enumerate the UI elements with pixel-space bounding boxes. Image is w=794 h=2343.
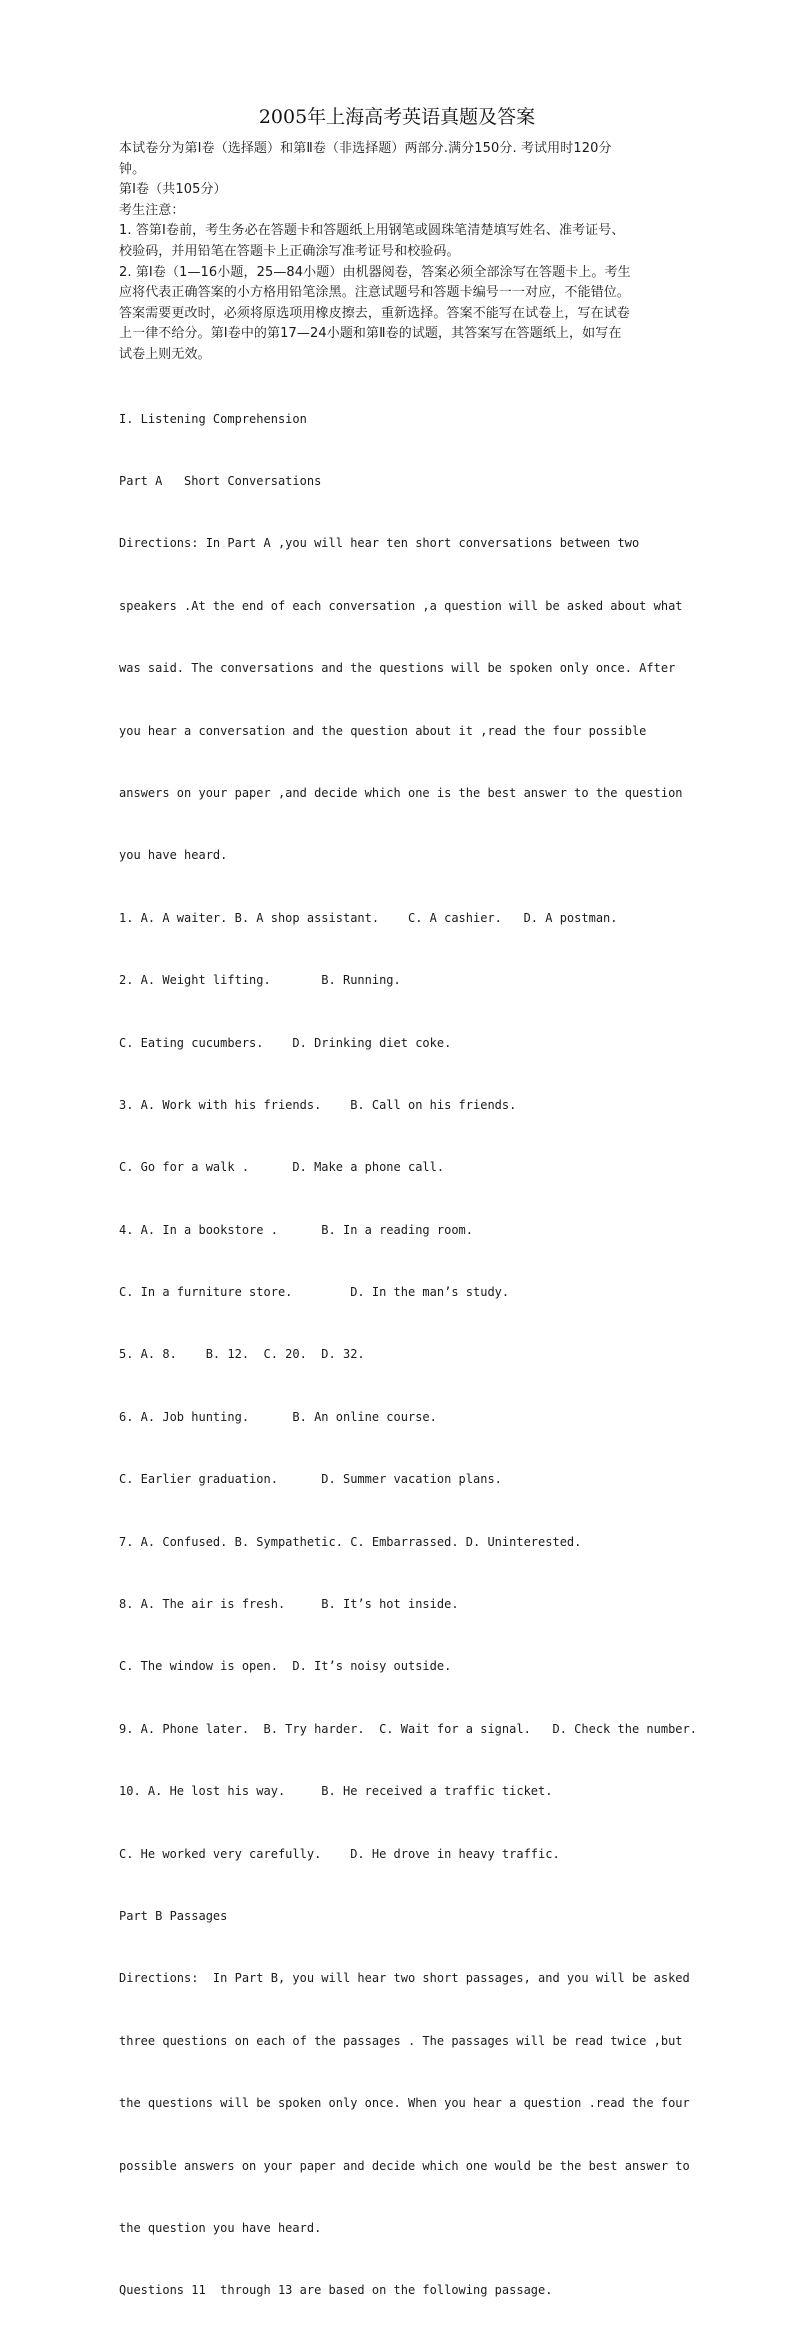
question-line: 3. A. Work with his friends. B. Call on his friends. xyxy=(119,1097,517,1112)
notice-line: 上一律不给分。第Ⅰ卷中的第17—24小题和第Ⅱ卷的试题，其答案写在答题纸上，如写在 xyxy=(119,326,622,342)
directions-line: Directions: In Part B, you will hear two short passages, and you will be asked xyxy=(119,1971,690,1986)
question-line: 9. A. Phone later. B. Try harder. C. Wait for a signal. D. Check the number. xyxy=(119,1721,697,1736)
directions-line: Directions: In Part A ,you will hear ten short conversations between two xyxy=(119,536,640,551)
directions-line: the questions will be spoken only once. When you hear a question .read the four xyxy=(119,2096,690,2111)
question-line: 1. A. A waiter. B. A shop assistant. C. A cashier. D. A postman. xyxy=(119,910,618,925)
question-line: 8. A. The air is fresh. B. It’s hot inside. xyxy=(119,1597,459,1612)
directions-line: was said. The conversations and the questions will be spoken only once. After xyxy=(119,661,676,676)
directions-line: you have heard. xyxy=(119,848,228,863)
notice-line: 1. 答第Ⅰ卷前，考生务必在答题卡和答题纸上用钢笔或圆珠笔清楚填写姓名、准考证号、 xyxy=(119,223,625,239)
question-line: C. He worked very carefully. D. He drove in heavy traffic. xyxy=(119,1846,560,1861)
section-heading: I. Listening Comprehension xyxy=(119,411,307,426)
directions-line: you hear a conversation and the question about it ,read the four possible xyxy=(119,723,647,738)
question-line: C. Earlier graduation. D. Summer vacation plans. xyxy=(119,1472,502,1487)
question-line: 7. A. Confused. B. Sympathetic. C. Embarrassed. D. Uninterested. xyxy=(119,1534,582,1549)
directions-line: answers on your paper ,and decide which one is the best answer to the question xyxy=(119,785,683,800)
part1-heading: 第Ⅰ卷（共105分） xyxy=(119,182,227,198)
question-line: 10. A. He lost his way. B. He received a traffic ticket. xyxy=(119,1784,553,1799)
notice-line: 2. 第Ⅰ卷（1—16小题，25—84小题）由机器阅卷，答案必须全部涂写在答题卡上。考生 xyxy=(119,264,631,280)
question-line: 6. A. Job hunting. B. An online course. xyxy=(119,1409,437,1424)
intro-line: 钟。 xyxy=(119,161,146,177)
notice-line: 答案需要更改时，必须将原选项用橡皮擦去，重新选择。答案不能写在试卷上，写在试卷 xyxy=(119,305,630,321)
question-line: C. In a furniture store. D. In the man’s study. xyxy=(119,1285,510,1300)
directions-line: three questions on each of the passages . The passages will be read twice ,but xyxy=(119,2033,683,2048)
directions-line: possible answers on your paper and decide which one would be the best answer to xyxy=(119,2158,690,2173)
intro-line: 本试卷分为第Ⅰ卷（选择题）和第Ⅱ卷（非选择题）两部分.满分150分. 考试用时120分 xyxy=(119,141,612,156)
notice-line: 应将代表正确答案的小方格用铅笔涂黑。注意试题号和答题卡编号一一对应，不能错位。 xyxy=(119,285,630,301)
listening-section xyxy=(119,367,697,2343)
question-line: C. Go for a walk . D. Make a phone call. xyxy=(119,1160,445,1175)
instructions-chinese xyxy=(119,139,689,366)
part-a-heading: Part A Short Conversations xyxy=(119,473,322,488)
passage-intro: Questions 11 through 13 are based on the following passage. xyxy=(119,2283,553,2298)
question-line: 5. A. 8. B. 12. C. 20. D. 32. xyxy=(119,1347,365,1362)
page-title: 2005年上海高考英语真题及答案 xyxy=(258,106,536,128)
question-line: 2. A. Weight lifting. B. Running. xyxy=(119,973,401,988)
question-line: C. Eating cucumbers. D. Drinking diet coke. xyxy=(119,1035,452,1050)
question-line: 4. A. In a bookstore . B. In a reading room. xyxy=(119,1222,474,1237)
notice-line: 校验码，并用铅笔在答题卡上正确涂写准考证号和校验码。 xyxy=(119,243,460,259)
notice-heading: 考生注意： xyxy=(119,202,185,218)
notice-line: 试卷上则无效。 xyxy=(119,346,211,362)
directions-line: the question you have heard. xyxy=(119,2220,322,2235)
part-b-heading: Part B Passages xyxy=(119,1908,228,1923)
question-line: C. The window is open. D. It’s noisy outside. xyxy=(119,1659,452,1674)
directions-line: speakers .At the end of each conversation ,a question will be asked about what xyxy=(119,598,683,613)
